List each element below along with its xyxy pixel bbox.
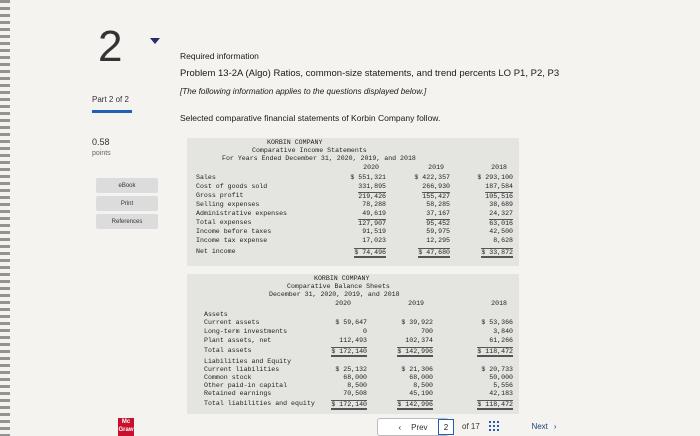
cell: 12,295 — [426, 237, 450, 244]
bs-period: December 31, 2020, 2019, and 2018 — [269, 291, 400, 298]
cell: 17,023 — [362, 237, 386, 244]
cell: $ 21,306 — [401, 366, 433, 373]
row-label: Sales — [196, 174, 216, 181]
cell: 63,016 — [489, 220, 513, 227]
cell: 61,266 — [489, 337, 513, 344]
cell: 8,500 — [413, 382, 433, 389]
cell: 68,000 — [343, 374, 367, 381]
cell: $ 39,922 — [401, 319, 433, 326]
cell: 70,508 — [343, 390, 367, 397]
bs-title: Comparative Balance Sheets — [287, 283, 390, 290]
points-label: points — [92, 150, 111, 157]
section-label: Assets — [204, 311, 228, 318]
cell: $ 551,321 — [350, 174, 386, 181]
cell: 0 — [363, 328, 367, 335]
cell: 187,584 — [485, 183, 513, 190]
is-year: 2019 — [428, 164, 444, 171]
cell: $ 142,996 — [397, 348, 433, 355]
prev-label: Prev — [411, 422, 428, 432]
row-label: Total liabilities and equity — [204, 400, 315, 407]
cell: 8,500 — [347, 382, 367, 389]
is-title: Comparative Income Statements — [252, 147, 367, 154]
cell: 38,689 — [489, 201, 513, 208]
cell: 219,426 — [358, 193, 386, 200]
cell: 50,000 — [489, 374, 513, 381]
bs-company: KORBIN COMPANY — [314, 275, 370, 282]
cell: 45,190 — [409, 390, 433, 397]
is-company: KORBIN COMPANY — [267, 139, 323, 146]
cell: 105,516 — [485, 193, 513, 200]
footer-nav — [0, 418, 700, 436]
cell: 112,493 — [339, 337, 367, 344]
cell: 37,167 — [426, 210, 450, 217]
cell: $ 74,496 — [354, 249, 386, 256]
row-label: Administrative expenses — [196, 210, 288, 217]
row-label: Income before taxes — [196, 228, 272, 235]
row-label: Total expenses — [196, 219, 252, 226]
cell: $ 118,472 — [477, 401, 513, 408]
cell: $ 33,872 — [481, 249, 513, 256]
cell: 8,628 — [493, 237, 513, 244]
next-button[interactable] — [520, 418, 568, 434]
chevron-right-icon: › — [553, 421, 557, 431]
part-progress-bar — [92, 110, 132, 113]
row-label: Gross profit — [196, 192, 244, 199]
cell: 91,519 — [362, 228, 386, 235]
row-label: Long-term investments — [204, 328, 288, 335]
bs-year: 2020 — [335, 300, 351, 307]
row-label: Net income — [196, 248, 236, 255]
current-page[interactable]: 2 — [438, 419, 454, 435]
cell: 155,427 — [422, 193, 450, 200]
mcgraw-logo: Mc Graw — [118, 418, 134, 436]
cell: 59,975 — [426, 228, 450, 235]
row-label: Retained earnings — [204, 390, 272, 397]
is-year: 2018 — [491, 164, 507, 171]
cell: 58,285 — [426, 201, 450, 208]
cell: 331,895 — [358, 183, 386, 190]
cell: $ 422,357 — [414, 174, 450, 181]
ebook-button[interactable]: eBook — [96, 178, 158, 193]
chevron-down-icon[interactable] — [150, 38, 160, 44]
cell: $ 20,733 — [481, 366, 513, 373]
problem-title: Problem 13-2A (Algo) Ratios, common-size statements, and trend percents LO P1, P2, P3 — [180, 68, 560, 79]
next-label: Next — [531, 421, 548, 431]
cell: 3,840 — [493, 328, 513, 335]
cell: $ 59,647 — [335, 319, 367, 326]
cell: $ 142,996 — [397, 401, 433, 408]
row-label: Selling expenses — [196, 201, 260, 208]
is-period: For Years Ended December 31, 2020, 2019, and 2018 — [222, 155, 416, 162]
required-info-heading: Required information — [180, 51, 259, 61]
part-indicator: Part 2 of 2 — [92, 95, 129, 104]
spiral-binding — [0, 0, 10, 436]
cell: $ 25,132 — [335, 366, 367, 373]
row-label: Current liabilities — [204, 366, 280, 373]
cell: $ 47,680 — [418, 249, 450, 256]
row-label: Cost of goods sold — [196, 183, 268, 190]
cell: 49,619 — [362, 210, 386, 217]
bs-year: 2019 — [408, 300, 424, 307]
cell: 42,500 — [489, 228, 513, 235]
intro-text: Selected comparative financial statements of Korbin Company follow. — [180, 113, 441, 123]
cell: 68,000 — [409, 374, 433, 381]
cell: 78,288 — [362, 201, 386, 208]
income-statement — [187, 138, 519, 266]
row-label: Total assets — [204, 347, 252, 354]
cell: 102,374 — [405, 337, 433, 344]
cell: $ 53,366 — [481, 319, 513, 326]
cell: $ 172,140 — [331, 401, 367, 408]
row-label: Current assets — [204, 319, 260, 326]
points-value: 0.58 — [92, 137, 110, 147]
bs-year: 2018 — [491, 300, 507, 307]
cell: $ 118,472 — [477, 348, 513, 355]
cell: $ 293,100 — [477, 174, 513, 181]
question-number: 2 — [98, 22, 123, 71]
cell: 24,327 — [489, 210, 513, 217]
is-year: 2020 — [363, 164, 379, 171]
grid-icon[interactable] — [489, 421, 499, 431]
references-button[interactable]: References — [96, 214, 158, 229]
cell: 127,907 — [358, 220, 386, 227]
section-label: Liabilities and Equity — [204, 358, 292, 365]
cell: 95,452 — [426, 220, 450, 227]
row-label: Income tax expense — [196, 237, 268, 244]
row-label: Plant assets, net — [204, 337, 272, 344]
cell: 266,930 — [422, 183, 450, 190]
row-label: Common stock — [204, 374, 252, 381]
print-button[interactable]: Print — [96, 196, 158, 211]
cell: 42,183 — [489, 390, 513, 397]
info-note: [The following information applies to the questions displayed below.] — [180, 87, 427, 96]
cell: 5,556 — [493, 382, 513, 389]
page-total: of 17 — [462, 422, 480, 431]
balance-sheet — [187, 274, 519, 414]
row-label: Other paid-in capital — [204, 382, 288, 389]
cell: $ 172,140 — [331, 348, 367, 355]
cell: 700 — [421, 328, 433, 335]
chevron-left-icon: ‹ — [398, 422, 402, 432]
